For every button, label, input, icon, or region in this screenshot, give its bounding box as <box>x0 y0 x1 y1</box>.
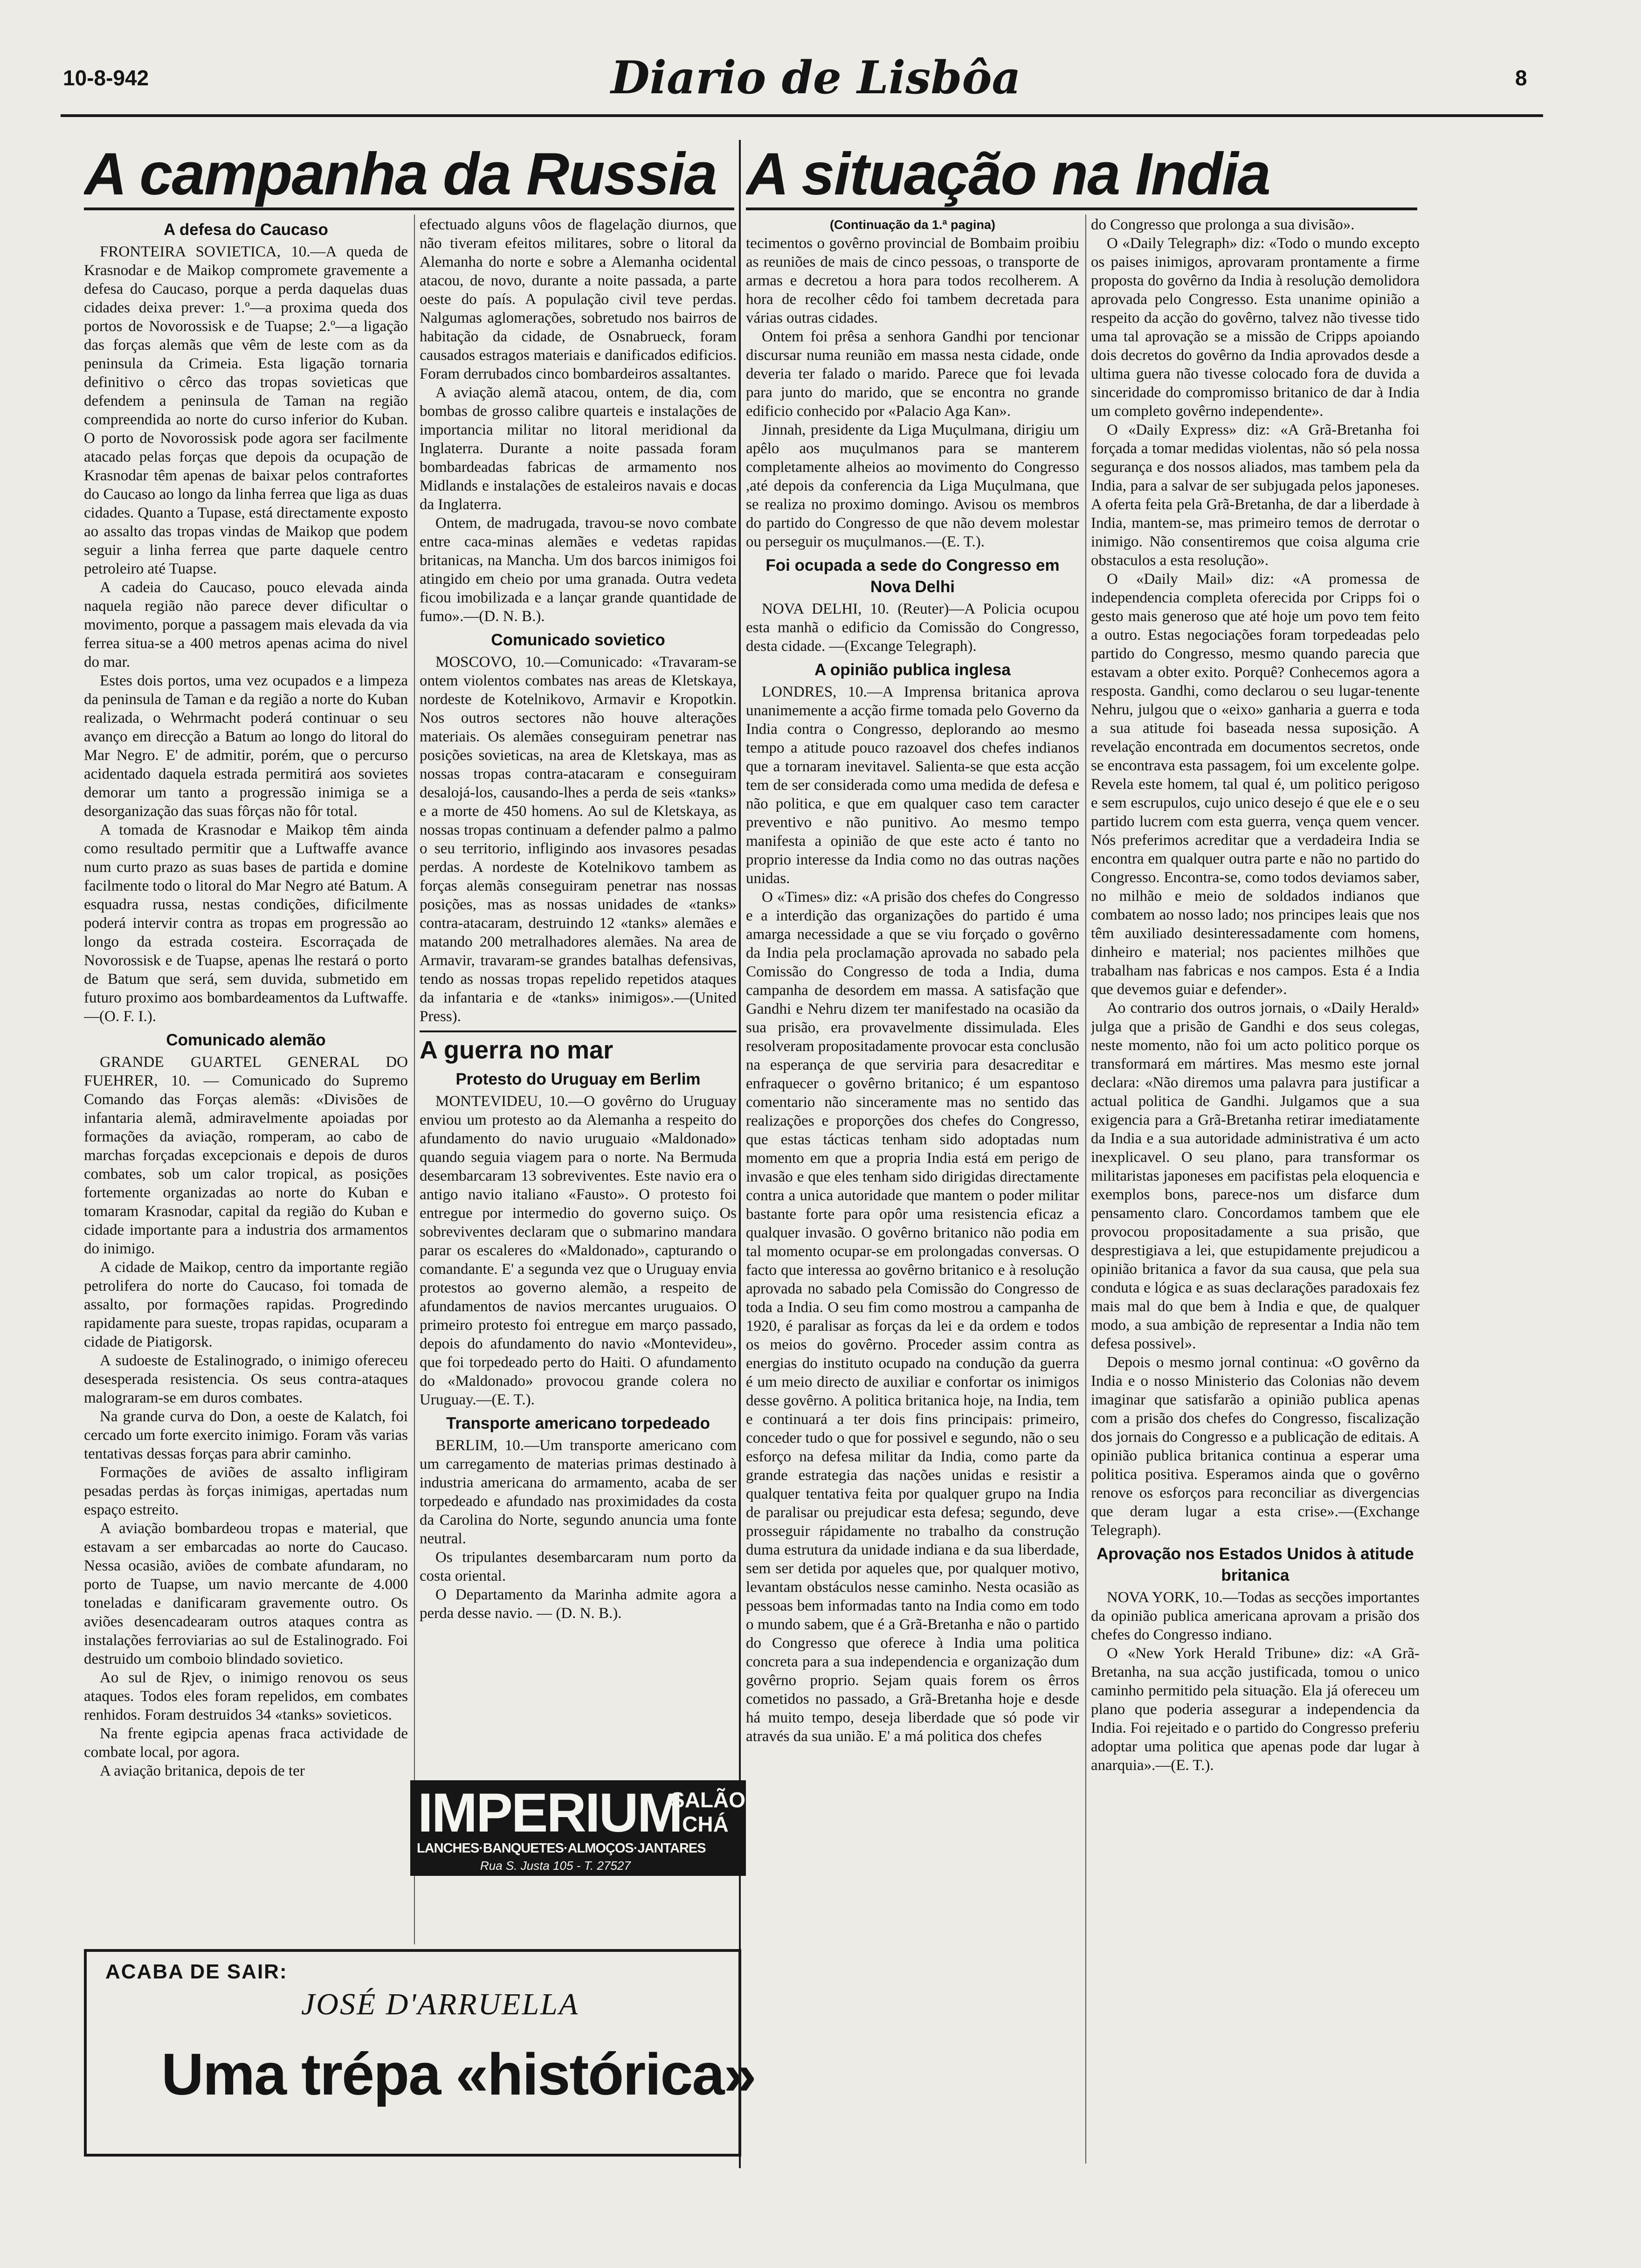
imperium-advertisement <box>410 1780 746 1876</box>
column-russia-2 <box>420 215 737 1770</box>
ad-services: LANCHES·BANQUETES·ALMOÇOS·JANTARES <box>417 1841 706 1856</box>
paragraph: A aviação britanica, depois de ter <box>100 1763 305 1779</box>
column-india-1 <box>746 215 1079 2164</box>
paragraph: Os tripulantes desembarcaram num porto da costa oriental. <box>420 1549 737 1584</box>
paragraph: Ao contrario dos outros jornais, o «Daily Herald» julga que a prisão de Gandhi e dos seus colegas, neste momento, não foi um acto politico porque os transformará em mártires. Mas mesmo este jornal declara: «Não diremos uma palavra para justificar a actual politica de Gandhi. Julgamos que a sua exigencia para a Grã-Bretanha retirar imediatamente da India e a sua autoridade administrativa é um acto inexplicavel. O seu plano, para transformar os militaristas japoneses em pacifistas pela eloquencia e exemplos bons, parece-nos um disfarce dum pensamento claro. Concordamos tambem que ele provocou propositadamente a sua prisão, que desprestigiava a lei, que estupidamente prejudicou a opinião britanica a favor da sua causa, que pela sua conduta e lógica e as suas declarações paradoxais fez mais mal do que bem à India e que, de qualquer modo, a sua ambição de representar a India não tem defesa possivel». <box>1091 1000 1420 1352</box>
paragraph: do Congresso que prolonga a sua divisão». <box>1091 216 1355 233</box>
headline-rule-right <box>746 207 1417 210</box>
paragraph: Na grande curva do Don, a oeste de Kalatch, foi cercado um forte exercito inimigo. Foram vãs varias tentativas dessas forças para abrir caminho. <box>84 1408 408 1462</box>
paragraph: A sudoeste de Estalinogrado, o inimigo ofereceu desesperada resistencia. Os seus contra-ataques malograram-se em duros combates. <box>84 1352 408 1406</box>
paragraph: Ao sul de Rjev, o inimigo renovou os seus ataques. Todos eles foram repelidos, em combates renhidos. Foram destruidos 34 «tanks» sovieticos. <box>84 1669 408 1723</box>
paragraph: O «Daily Express» diz: «A Grã-Bretanha foi forçada a tomar medidas violentas, não só pela nossa segurança e dos nossos aliados, mas tambem pela da India, para a salvar de ser subjugada pelos japoneses. A oferta feita pela Grã-Bretanha, de dar a liberdade à India, mantem-se, mas primeiro temos de derrotar o inimigo. Não consentiremos que coisa alguma crie obstaculos a esta resolução». <box>1091 422 1420 569</box>
column-rule-1 <box>414 214 415 1944</box>
paragraph: O «New York Herald Tribune» diz: «A Grã-Bretanha, na sua acção justificada, tomou o unico caminho permitido pela situação. Ela já ofereceu um plano que poderia assegurar a independencia da India. Foi rejeitado e o partido do Congresso preferiu adoptar uma politica que apenas pode dar lugar à anarquia».—(E. T.). <box>1091 1645 1420 1774</box>
paragraph: A cadeia do Caucaso, pouco elevada ainda naquela região não parece dever dificultar o movimento, porque a passagem mais elevada da via ferrea situa-se a 400 metros apenas acima do nivel do mar. <box>84 579 408 671</box>
masthead: Diario de Lisbôa <box>611 51 1021 104</box>
paragraph: Ontem foi prêsa a senhora Gandhi por tencionar discursar numa reunião em massa nesta cidade, onde deveria ter falado o marido. Parece que foi levada para junto do marido, que se encontra no grande edificio conhecido por «Palacio Aga Kan». <box>746 328 1079 420</box>
continuation-note: (Continuação da 1.ª pagina) <box>829 218 996 232</box>
column-russia-1 <box>84 215 408 1943</box>
headline-india: A situação na India <box>746 141 1270 207</box>
paragraph: tecimentos o govêrno provincial de Bombaim proibiu as reuniões de mais de cinco pessoas, o transporte de armas e decretou a hora para todos recolherem. A hora de recolher cêdo foi tambem decretada para várias outras cidades. <box>746 235 1079 326</box>
paragraph: Estes dois portos, uma vez ocupados e a limpeza da peninsula de Taman e da região a norte do Kuban realizada, o Wehrmacht poderá continuar o seu avanço em direcção a Batum ao longo do litoral do Mar Negro. E' de admitir, porém, que o percurso acidentado daquela estrada permitirá aos sovietes demorar um tanto a progressão inimiga se a desorganização das suas fôrças não fôr total. <box>84 672 408 820</box>
box-title: Uma trépa «histórica» <box>161 2041 756 2107</box>
subhead-comunicado-sovietico: Comunicado sovietico <box>491 631 665 649</box>
box-author: JOSÉ D'ARRUELLA <box>301 1987 579 2021</box>
subhead-transporte-torpedeado: Transporte americano torpedeado <box>446 1414 710 1432</box>
paragraph: O «Times» diz: «A prisão dos chefes do Congresso e a interdição das organizações do partido é uma amarga necessidade a que se viu forçado o govêrno da India pela proclamação aprovada no sabado pela Comissão do Congresso de toda a India, duma campanha de desordem em massa. A satisfação que Gandhi e Nehru dizem ter manifestado na ocasião da sua prisão, era provavelmente dissimulada. Eles resolveram propositadamente provocar esta conclusão na esperança de que serviria para desacreditar e enfraquecer o govêrno britanico; é um espantoso comentario não sinceramente mas no sentido das realizações e proporções dos chefes do Congresso, que estas tácticas tenham sido adoptadas num momento em que a propria India está em perigo de invasão e que eles tenham sido dirigidas directamente contra a unica autoridade que mantem o poder militar bastante forte para opôr uma resistencia eficaz a qualquer invasão. O govêrno britanico não podia em tal momento ocupar-se em prolongadas conversas. O facto que interessa ao govêrno britanico e à resolução aprovada no sabado pela Comissão do Congresso de toda a India. O seu fim como mostrou a campanha de 1920, é paralisar as forças da lei e da ordem e todos os meios do govêrno. Proceder assim contra as energias do instituto ocupado na condução da guerra é um meio directo de auxiliar e confortar os inimigos desse govêrno. A politica britanica hoje, na India, tem e continuará a ter dois fins principais: primeiro, conceder tudo o que for possivel e segundo, não o seu esforço na defesa militar da India, como parte da grande estrategia das nações unidas e resistir a qualquer tentativa feita por qualquer grupo na India de paralisar ou prejudicar esta defesa; segundo, deve prosseguir rápidamente no trabalho da construção duma estrutura da unidade indiana e da sua liberdade, sem ser detida por aqueles que, por qualquer motivo, levantam obstáculos nesse caminho. Nesta ocasião as pessoas bem informadas tanto na India como em todo o mundo sabem, que é a Grã-Bretanha e não o partido do Congresso que oferece à India uma politica concreta para a sua independencia e organização dum govêrno proprio. Sejam quais forem os êrros cometidos no passado, a Grã-Bretanha hoje e desde há muito tempo, deseja liberdade que só pode vir através da sua união. E' a má politica dos chefes <box>746 889 1079 1745</box>
paragraph: O «Daily Telegraph» diz: «Todo o mundo excepto os paises inimigos, aprovaram prontamente a firme proposta do govêrno da India à resolução demolidora aprovada pelo Congresso. Esta unanime opinião a respeito da acção do govêrno, talvez não tivesse tido uma tal aprovação se a missão de Cripps apoiando dois decretos do govêrno da India aprovados desde a ultima guera não tivesse colocado fora de duvida a sinceridade do compromisso britanico de dar à India um completo govêrno independente». <box>1091 235 1420 420</box>
box-label: ACABA DE SAIR: <box>105 1960 288 1983</box>
page-number: 8 <box>1515 66 1527 90</box>
paragraph: O «Daily Mail» diz: «A promessa de independencia completa oferecida por Cripps foi o gesto mais generoso que até hoje um povo tem feito a outro. Estas negociações foram torpedeadas pelo partido do Congresso, mesmo quando parecia que estavam a obter exito. Porquê? Conhecemos agora a resposta. Gandhi, como declarou o seu lugar-tenente Nehru, julgou que o «eixo» ganharia a guerra e toda a sua atitude foi baseada nessa suposição. A revelação encontrada em documentos secretos, onde se encontrava esta passagem, foi um excelente golpe. Revela este homem, tal qual é, um politico perigoso e sem escrupulos, cujo unico desejo é que ele e o seu partido lucrem com esta guerra, vença quem vencer. Nós preferimos acreditar que a verdadeira India se encontra em qualquer outra parte e não no partido do Congresso. Encontra-se, como todos deviamos saber, no milhão e meio de soldados indianos que combatem ao nosso lado; nos principes leais que nos têm auxiliado desinteressadamente com homens, dinheiro e material; nos pacientes milhões que trabalham nas fabricas e nos campos. Esta é a India que devemos guiar e defender». <box>1091 571 1420 998</box>
paragraph: Formações de aviões de assalto infligiram pesadas perdas às forças inimigas, apertadas num espaço estreito. <box>84 1464 408 1518</box>
paragraph: O Departamento da Marinha admite agora a perda desse navio. — (D. N. B.). <box>420 1586 737 1622</box>
ad-brand: IMPERIUM <box>418 1782 682 1844</box>
paragraph: A aviação bombardeou tropas e material, que estavam a ser embarcadas ao norte do Caucaso. Nessa ocasião, aviões de combate afundaram, no porto de Tuapse, um navio mercante de 4.000 toneladas e danificaram gravemente outro. Os aviões desencadearam outros ataques contra as instalações ferroviarias ao sul de Estalinogrado. Foi destruido um comboio blindado sovietico. <box>84 1520 408 1667</box>
subhead-defesa-caucaso: A defesa do Caucaso <box>164 221 328 239</box>
headline-russia: A campanha da Russia <box>84 141 717 207</box>
issue-date: 10-8-942 <box>63 66 149 90</box>
paragraph: Ontem, de madrugada, travou-se novo combate entre caca-minas alemães e vedetas rapidas britanicas, na Mancha. Um dos barcos inimigos foi atingido em cheio por uma granada. Outra vedeta ficou imobilizada e a lançar grande quantidade de fumo».—(D. N. B.). <box>420 515 737 625</box>
column-rule-3 <box>1085 214 1086 2164</box>
ad-address: Rua S. Justa 105 - T. 27527 <box>480 1859 631 1873</box>
headline-rule-left <box>84 207 734 210</box>
paragraph: Depois o mesmo jornal continua: «O govêrno da India e o nosso Ministerio das Colonias não devem imaginar que satisfarão a opinião publica apenas com a prisão dos chefes do Congresso, fiscalização dos jornais do Congresso e a publicação de editais. A opinião publica britanica continua a esperar uma politica positiva. Esperamos ainda que o govêrno renove os esforços para reconciliar as divergencias que deram lugar a esta crise».—(Exchange Telegraph). <box>1091 1354 1420 1539</box>
subhead-comunicado-alemao: Comunicado alemão <box>166 1031 326 1049</box>
paragraph: NOVA YORK, 10.—Todas as secções importantes da opinião publica americana aprovam a prisão dos chefes do Congresso indiano. <box>1091 1589 1420 1643</box>
paragraph: A tomada de Krasnodar e Maikop têm ainda como resultado permitir que a Luftwaffe avance num curto prazo as suas bases de partida e domine facilmente todo o litoral do Mar Negro até Batum. A esquadra russa, nestas condições, dificilmente poderá intervir contra as tropas em progressão ao longo da estrada costeira. Escorraçada de Novorossisk e de Tuapse, apenas lhe restará o porto de Batum que será, sem duvida, submetido em futuro proximo aos bombardeamentos da Luftwaffe.—(O. F. I.). <box>84 822 408 1025</box>
paragraph: FRONTEIRA SOVIETICA, 10.—A queda de Krasnodar e de Maikop compromete gravemente a defesa do Caucaso, porque a perda daquelas duas cidades deixa prever: 1.º—a proxima queda dos portos de Novorossisk e de Tuapse; 2.º—a ligação das forças alemãs que vêm de leste com as da peninsula da Crimeia. Esta ligação tornaria definitivo o cêrco das tropas sovieticas que defendem a peninsula de Taman na região compreendida ao norte do curso inferior do Kuban. O porto de Novorossisk pode agora ser facilmente atacado pelas forças que depois da ocupação de Krasnodar têm apenas de baixar pelos contrafortes do Caucaso ao longo da linha ferrea que liga as duas cidades. Quanto a Tupase, está directamente exposto ao assalto das tropas vindas de Maikop que podem seguir a linha ferrea que parte daquele centro petroleiro até Tuapse. <box>84 243 408 577</box>
column-india-2 <box>1091 215 1420 2164</box>
paragraph: efectuado alguns vôos de flagelação diurnos, que não tiveram efeitos militares, sobre o litoral da Alemanha do norte e sobre a Alemanha ocidental atacou, de novo, durante a noite passada, a parte oeste do país. A população civil teve perdas. Nalgumas aglomerações, sobretudo nos bairros de habitação da cidade, de Osnabrueck, foram causados estragos materiais e danificados edificios. Foram derrubados cinco bombardeiros assaltantes. <box>420 216 737 382</box>
paragraph: Jinnah, presidente da Liga Muçulmana, dirigiu um apêlo aos muçulmanos para se manterem completamente alheios ao movimento do Congresso ,até depois da conferencia da Liga Muçulmana, que se realiza no proximo domingo. Avisou os membros do partido do Congresso de que não devem molestar ou perseguir os muçulmanos.—(E. T.). <box>746 422 1079 550</box>
subhead-estados-unidos: Aprovação nos Estados Unidos à atitude britanica <box>1096 1545 1414 1584</box>
paragraph: A cidade de Maikop, centro da importante região petrolifera do norte do Caucaso, foi tomada de assalto, por formações rapidas. Progredindo rapidamente para sueste, tropas rapidas, ocuparam a cidade de Piatigorsk. <box>84 1259 408 1350</box>
paragraph: GRANDE GUARTEL GENERAL DO FUEHRER, 10. — Comunicado do Supremo Comando das Forças alemãs: «Divisões de infantaria alemã, admiravelmente apoiadas por formações da aviação, romperam, ao cabo de marchas forçadas excepcionais e depois de duros combates, sob um calor tropical, as posições fortemente organizadas ao norte do Kuban e tomaram Krasnodar, capital da região do Kuban e cidade importante para a industria dos armamentos do inimigo. <box>84 1054 408 1257</box>
paragraph: MONTEVIDEU, 10.—O govêrno do Uruguay enviou um protesto ao da Alemanha a respeito do afundamento do navio uruguaio «Maldonado» quando seguia viagem para o norte. Na Bermuda desembarcaram 13 sobreviventes. Este navio era o antigo navio italiano «Fausto». O protesto foi entregue por intermedio do governo suiço. Os sobreviventes declaram que o submarino mandara parar os escaleres do «Maldonado», capturando o comandante. E' a segunda vez que o Uruguay envia protestos ao governo alemão, a respeito de afundamentos de navios mercantes uruguaios. O primeiro protesto foi entregue em março passado, depois do afundamento do navio «Montevideu», que foi torpedeado perto do Haiti. O afundamento do «Maldonado» provocou grande colera no Uruguay.—(E. T.). <box>420 1093 737 1408</box>
paragraph: NOVA DELHI, 10. (Reuter)—A Policia ocupou esta manhã o edificio da Comissão do Congresso, desta cidade. —(Excange Telegraph). <box>746 601 1079 655</box>
paragraph: LONDRES, 10.—A Imprensa britanica aprova unanimemente a acção firme tomada pelo Governo da India contra o Congresso, deplorando ao mesmo tempo a atitude pouco razoavel dos chefes indianos que a tornaram inevitavel. Salienta-se que esta acção tem de ser considerada como uma medida de defesa e não politica, e que em qualquer caso tem caracter preventivo e não punitivo. Ao mesmo tempo manifesta a opinião de que este acto é tanto no proprio interesse da India como no das outras nações unidas. <box>746 684 1079 887</box>
subhead-sede-congresso: Foi ocupada a sede do Congresso em Nova Delhi <box>765 556 1060 596</box>
paragraph: Na frente egipcia apenas fraca actividade de combate local, por agora. <box>84 1725 408 1761</box>
paragraph: MOSCOVO, 10.—Comunicado: «Travaram-se ontem violentos combates nas areas de Kletskaya, nordeste de Kotelnikovo, Armavir e Kropotkin. Nos outros sectores não houve alterações materiais. Os alemães conseguiram penetrar nas posições sovieticas, na area de Kletskaya, mas as nossas tropas contra-atacaram e conseguiram desalojá-los, causando-lhes a perda de seis «tanks» e a morte de 450 homens. Ao sul de Kletskaya, as nossas tropas continuam a defender palmo a palmo o seu territorio, infligindo aos invasores pesadas perdas. A nordeste de Kotelnikovo tambem as forças alemãs conseguiram penetrar nas nossas posições, mas as nossas unidades de «tanks» contra-atacaram, destruindo 12 «tanks» alemães e matando 200 metralhadores alemães. Na area de Armavir, travaram-se grandes batalhas defensivas, tendo as nossas tropas repelido repetidos ataques da infantaria e de «tanks» inimigos».—(United Press). <box>420 654 737 1025</box>
paragraph: BERLIM, 10.—Um transporte americano com um carregamento de materias primas destinado à industria americana do armamento, acaba de ser torpedeado e afundado nas proximidades da costa da Carolina do Norte, segundo anuncia uma fonte neutral. <box>420 1437 737 1547</box>
subhead-opiniao-inglesa: A opinião publica inglesa <box>814 661 1011 679</box>
header-rule <box>61 114 1543 117</box>
subhead-protesto-uruguay: Protesto do Uruguay em Berlim <box>455 1070 701 1088</box>
book-announcement-box <box>84 1949 756 2157</box>
ad-salao-cha: SALÃO CHÁ <box>670 1788 745 1836</box>
paragraph: A aviação alemã atacou, ontem, de dia, com bombas de grosso calibre quarteis e instalações de importancia militar no litoral meridional da Inglaterra. Durante a noite passada foram bombardeadas fabricas de armamento nos Midlands e instalações de estaleiros navais e docas da Inglaterra. <box>420 384 737 513</box>
headline-guerra-mar: A guerra no mar <box>420 1030 737 1065</box>
